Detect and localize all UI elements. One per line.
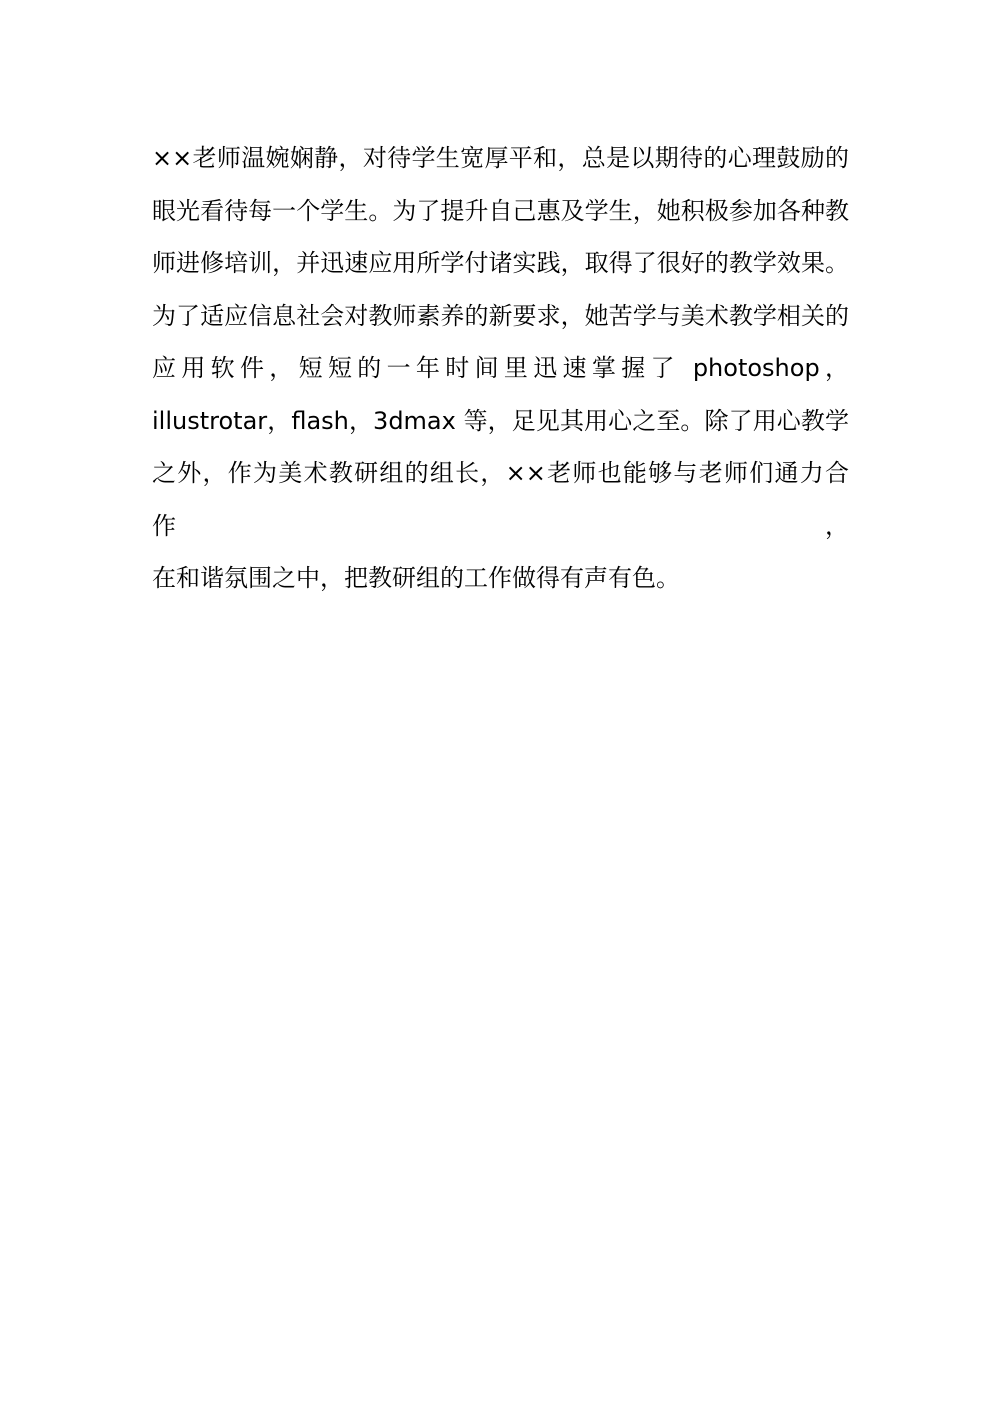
paragraph-line: 在和谐氛围之中，把教研组的工作做得有声有色。 (152, 564, 680, 592)
paragraph (152, 132, 849, 605)
paragraph-line: 为了适应信息社会对教师素养的新要求，她苦学与美术教学相关的 (152, 301, 849, 330)
paragraph-line: ××老师温婉娴静，对待学生宽厚平和，总是以期待的心理鼓励的 (152, 144, 849, 172)
paragraph-line: 眼光看待每一个学生。为了提升自己惠及学生，她积极参加各种教 (152, 196, 849, 225)
paragraph-line: 之外，作为美术教研组的组长，××老师也能够与老师们通力合作， (152, 459, 849, 540)
paragraph-line: illustrotar，flash，3dmax 等，足见其用心之至。除了用心教学 (152, 406, 849, 435)
paragraph-line: 师进修培训，并迅速应用所学付诸实践，取得了很好的教学效果。 (152, 249, 849, 277)
paragraph-line: 应用软件，短短的一年时间里迅速掌握了 photoshop， (152, 354, 849, 382)
